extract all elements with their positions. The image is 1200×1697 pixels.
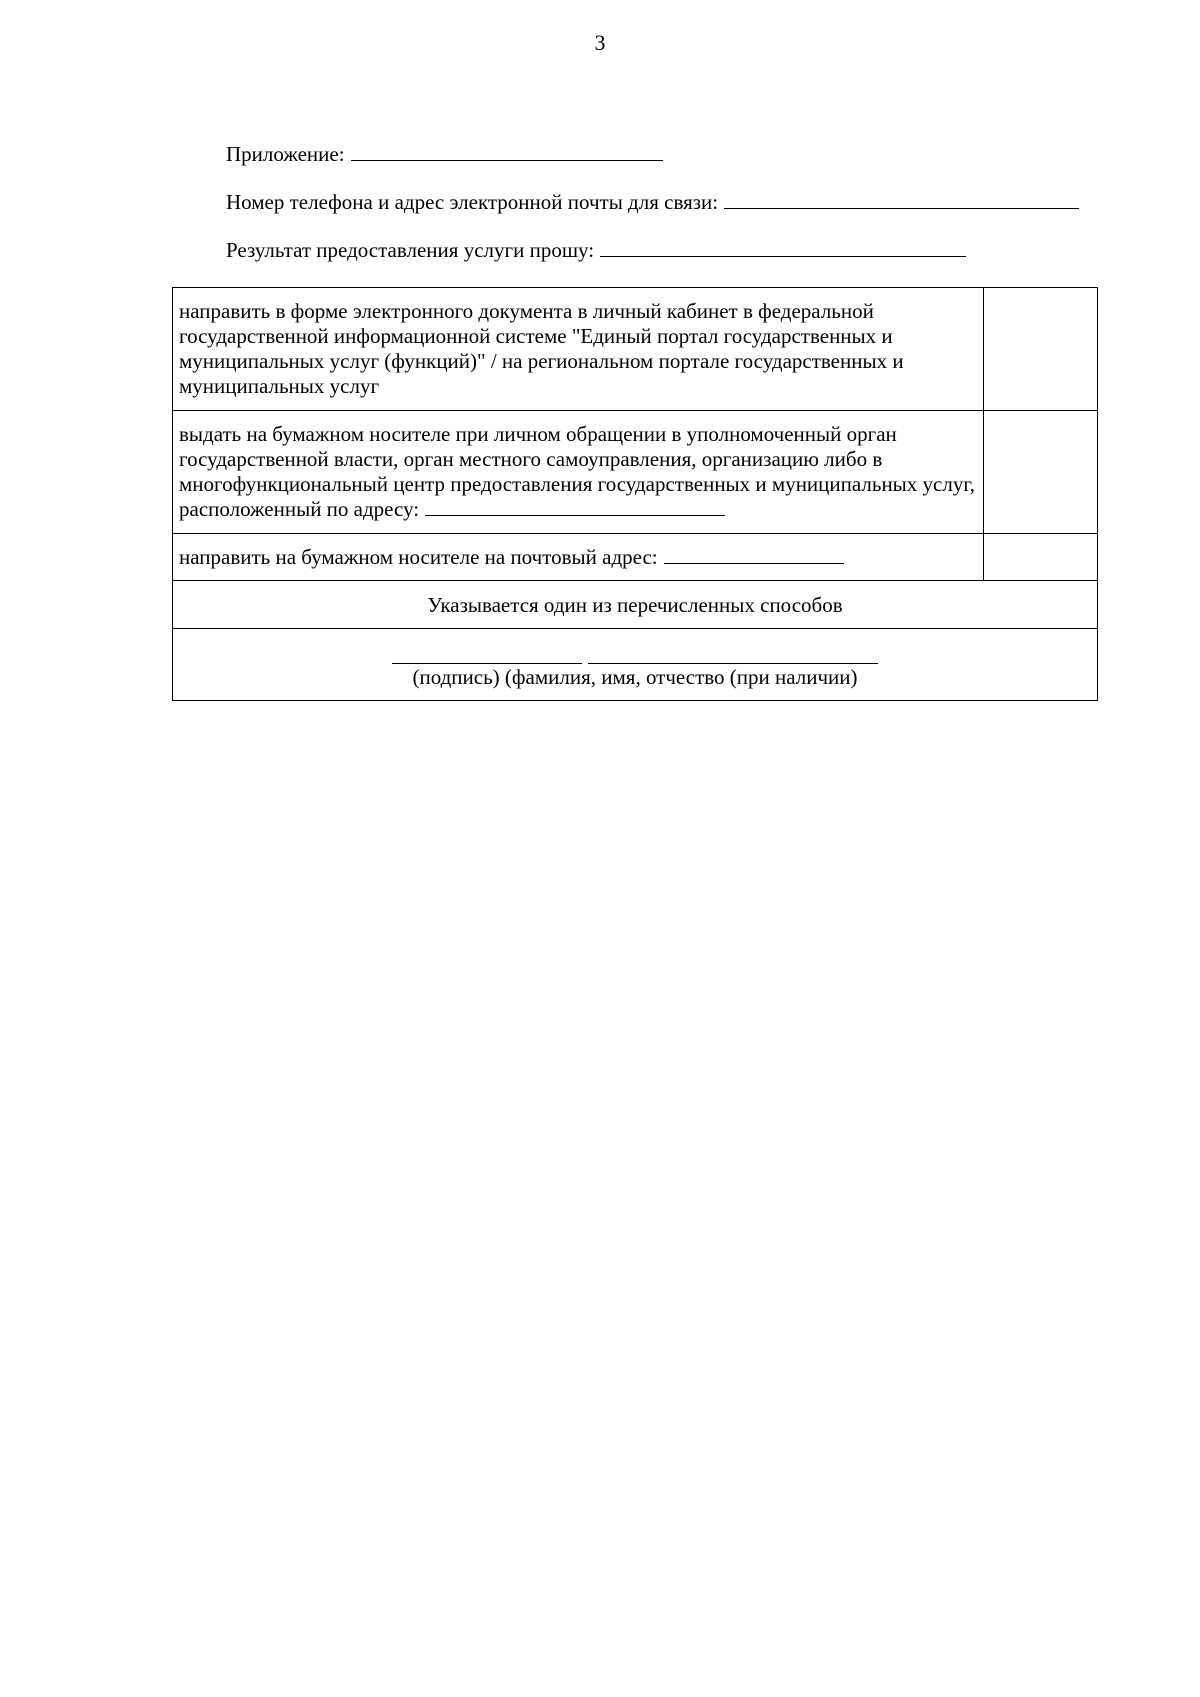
option-in-person-checkbox[interactable] bbox=[984, 411, 1098, 534]
option-electronic-checkbox[interactable] bbox=[984, 288, 1098, 411]
note-row bbox=[173, 581, 1098, 629]
signature-lines bbox=[179, 643, 1091, 665]
option-row-electronic bbox=[173, 288, 1098, 411]
option-row-postal bbox=[173, 534, 1098, 581]
full-name-blank[interactable] bbox=[588, 643, 878, 664]
option-postal-text: направить на бумажном носителе на почтовый адрес: bbox=[179, 545, 658, 569]
contact-label: Номер телефона и адрес электронной почты для связи: bbox=[226, 190, 719, 214]
result-field bbox=[226, 237, 966, 263]
attachment-label: Приложение: bbox=[226, 142, 345, 166]
signature-caption: (подпись) (фамилия, имя, отчество (при наличии) bbox=[412, 665, 858, 689]
option-in-person-text: выдать на бумажном носителе при личном обращении в уполномоченный орган государственной власти, орган местного самоуправления, организацию либо в многофункциональный центр предоставления государственных и муниципальных услуг, расположенный по адресу: bbox=[179, 422, 975, 521]
signature-cell bbox=[173, 629, 1098, 701]
result-blank[interactable] bbox=[600, 238, 966, 257]
signature-blank[interactable] bbox=[392, 643, 582, 664]
option-in-person-address-blank[interactable] bbox=[425, 497, 725, 516]
option-postal-address-blank[interactable] bbox=[664, 545, 844, 564]
attachment-blank[interactable] bbox=[351, 142, 663, 161]
delivery-options-table bbox=[172, 287, 1098, 701]
option-postal-checkbox[interactable] bbox=[984, 534, 1098, 581]
signature-row bbox=[173, 629, 1098, 701]
result-label: Результат предоставления услуги прошу: bbox=[226, 238, 595, 262]
contact-blank[interactable] bbox=[724, 190, 1079, 209]
option-in-person-cell bbox=[173, 411, 984, 534]
note-text: Указывается один из перечисленных способов bbox=[173, 581, 1098, 629]
contact-field bbox=[226, 189, 1079, 215]
page-number: 3 bbox=[594, 30, 606, 55]
attachment-field bbox=[226, 141, 663, 167]
option-electronic-text: направить в форме электронного документа в личный кабинет в федеральной государственной информационной системе "Единый портал государственных и муниципальных услуг (функций)" / на региональном портале государственных и муниципальных услуг bbox=[173, 288, 984, 411]
option-postal-cell bbox=[173, 534, 984, 581]
option-row-in-person bbox=[173, 411, 1098, 534]
